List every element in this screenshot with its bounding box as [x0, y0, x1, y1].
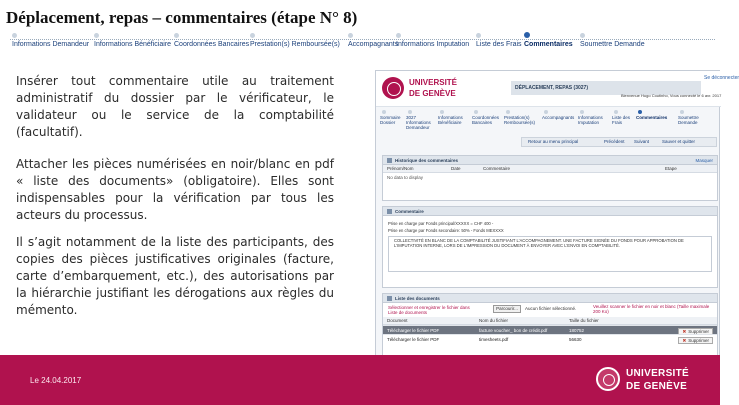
app-step-sommaire[interactable]: Sommaire Dossier — [380, 115, 401, 125]
footer-logo — [596, 365, 712, 397]
history-panel — [382, 155, 718, 201]
history-empty-text: No data to display — [387, 175, 424, 180]
app-step-demandeur[interactable]: 3027 Informations Demandeur — [406, 115, 434, 130]
history-table-header — [383, 165, 717, 173]
upload-row — [383, 303, 717, 317]
column-comment: Commentaire — [483, 166, 511, 171]
university-seal-icon — [382, 77, 404, 99]
app-step-soumettre[interactable]: Soumettre Demande — [678, 115, 714, 125]
app-step-coordonnees[interactable]: Coordonnées Bancaires — [472, 115, 500, 125]
comment-text: COLLECTIVITÉ EN BLANC DE LA COMPTABILITÉ JUSTIFIANT L’ACCOMPAGNEMENT. UNE FACTURE SIGNÉE DU FONDS POUR APPROBATION DE L’IMPUTATION INTERNE, LORS DE L’IMPRESSION DU DOCUMENT À ENVOYER AVEC L’ENVOI EN COMPTABILITÉ. — [394, 238, 684, 248]
collapse-icon[interactable] — [387, 209, 392, 214]
paragraph-attachments: Attacher les pièces numérisées en noir/blanc en pdf « liste des documents» (obligatoire). Elles sont indispensables pour la vérification par tous les acteurs du processus. — [16, 157, 334, 222]
download-pdf-link[interactable]: Télécharger le fichier PDF — [387, 328, 440, 333]
next-button[interactable]: Suivant — [634, 139, 650, 144]
step-informations-demandeur[interactable]: Informations Demandeur — [12, 41, 90, 48]
paragraph-comments: Insérer tout commentaire utile au traitement administratif du dossier par le vérificateur, le validateur ou le service de la comptabilité (facultatif). — [16, 74, 334, 139]
slide-title: Déplacement, repas – commentaires (étape N° 8) — [6, 8, 358, 27]
app-logo-line2: DE GENÈVE — [409, 89, 456, 98]
app-step-imputation[interactable]: Informations Imputation — [578, 115, 610, 125]
file-size: 56630 — [569, 337, 582, 342]
previous-button[interactable]: Précédent — [604, 139, 625, 144]
column-date: Date — [451, 166, 461, 171]
university-seal-icon — [596, 367, 620, 391]
welcome-text: Bienvenue Hugo Coutinho, Vous connecté le 6 avr. 2017 — [621, 93, 722, 98]
collapse-icon[interactable] — [387, 158, 392, 163]
upload-note: Veuillez scanner le fichier en noir et blanc (Taille maximale 200 Ko) — [593, 304, 710, 314]
app-step-accompagnants[interactable]: Accompagnants — [542, 115, 575, 120]
file-name: timesheets.pdf — [479, 337, 509, 342]
comment-panel-title: Commentaire — [395, 209, 424, 214]
footer-logo-line1: UNIVERSITÉ — [626, 368, 690, 379]
step-informations-beneficiaire[interactable]: Informations Bénéficiaire — [94, 41, 172, 48]
application-screenshot — [375, 70, 739, 358]
app-step-frais[interactable]: Liste des Frais — [612, 115, 631, 125]
step-bar — [10, 34, 715, 52]
app-banner: DÉPLACEMENT, REPAS (3027) — [511, 81, 701, 95]
app-header — [376, 71, 739, 107]
footer-date: Le 24.04.2017 — [30, 376, 82, 385]
documents-table-header — [383, 317, 717, 325]
comment-panel-header[interactable] — [383, 207, 717, 216]
documents-panel-header[interactable] — [383, 294, 717, 303]
comment-line: Prise en charge par Fonds secondaire: 50% - Fonds MEXXXX — [388, 228, 504, 233]
hide-history-link[interactable]: Masquer — [695, 158, 713, 163]
column-step: Etape — [665, 166, 677, 171]
step-connector — [10, 34, 715, 40]
app-step-beneficiaire[interactable]: Informations Bénéficiaire — [438, 115, 468, 125]
app-step-prestations[interactable]: Prestation(s) Remboursée(s) — [504, 115, 538, 125]
app-step-commentaires[interactable]: Commentaires — [636, 115, 676, 120]
history-panel-title: Historique des commentaires — [395, 158, 459, 163]
paragraph-documents-list: Il s’agit notamment de la liste des participants, des copies des pièces justificatives originales (facture, carte d’embarquement, etc.), des autorisations par la hiérarchie justifiant les dérogations aux règles du mémento. — [16, 235, 334, 317]
app-logo-line1: UNIVERSITÉ — [409, 78, 458, 87]
step-accompagnants[interactable]: Accompagnants — [348, 41, 399, 48]
column-file-name: Nom du fichier — [479, 318, 509, 323]
step-liste-des-frais[interactable]: Liste des Frais — [476, 41, 522, 48]
back-to-menu-button[interactable]: Retour au menu principal — [528, 139, 579, 144]
documents-panel — [382, 293, 718, 359]
save-and-quit-button[interactable]: Sauver et quitter — [662, 139, 696, 144]
step-commentaires[interactable]: Commentaires — [524, 41, 573, 48]
table-row — [383, 325, 717, 334]
step-informations-imputation[interactable]: Informations Imputation — [396, 41, 470, 48]
file-name: facture voucher_ bon de crédit.pdf — [479, 328, 548, 333]
column-file-size: Taille du fichier — [569, 318, 599, 323]
step-prestations-remboursees[interactable]: Prestation(s) Remboursée(s) — [250, 41, 340, 48]
app-step-bar — [380, 109, 718, 131]
download-pdf-link[interactable]: Télécharger le fichier PDF — [387, 337, 440, 342]
no-file-text: Aucun fichier sélectionné. — [525, 306, 577, 311]
documents-panel-title: Liste des documents — [395, 296, 440, 301]
history-panel-header[interactable] — [383, 156, 717, 165]
delete-button[interactable]: ✖ Supprimer — [678, 337, 713, 344]
collapse-icon[interactable] — [387, 296, 392, 301]
app-nav-bar — [521, 137, 717, 147]
step-soumettre-demande[interactable]: Soumettre Demande — [580, 41, 645, 48]
browse-button[interactable]: Parcourir... — [493, 305, 521, 313]
upload-label: Sélectionner et enregistrer le fichier dans Liste de documents — [388, 305, 470, 315]
column-document: Document — [387, 318, 408, 323]
comment-panel — [382, 206, 718, 288]
logout-link[interactable]: Se déconnecter — [704, 75, 739, 81]
table-row — [383, 334, 717, 343]
step-coordonnees-bancaires[interactable]: Coordonnées Bancaires — [174, 41, 250, 48]
comment-line: Prise en charge par Fonds principal/XXXXX = CHF 400 - — [388, 221, 494, 226]
delete-button[interactable]: ✖ Supprimer — [678, 328, 713, 335]
column-name: Prénom/Nom — [387, 166, 414, 171]
comment-textarea[interactable] — [388, 236, 712, 272]
file-size: 180752 — [569, 328, 585, 333]
footer-logo-line2: DE GENÈVE — [626, 381, 688, 392]
